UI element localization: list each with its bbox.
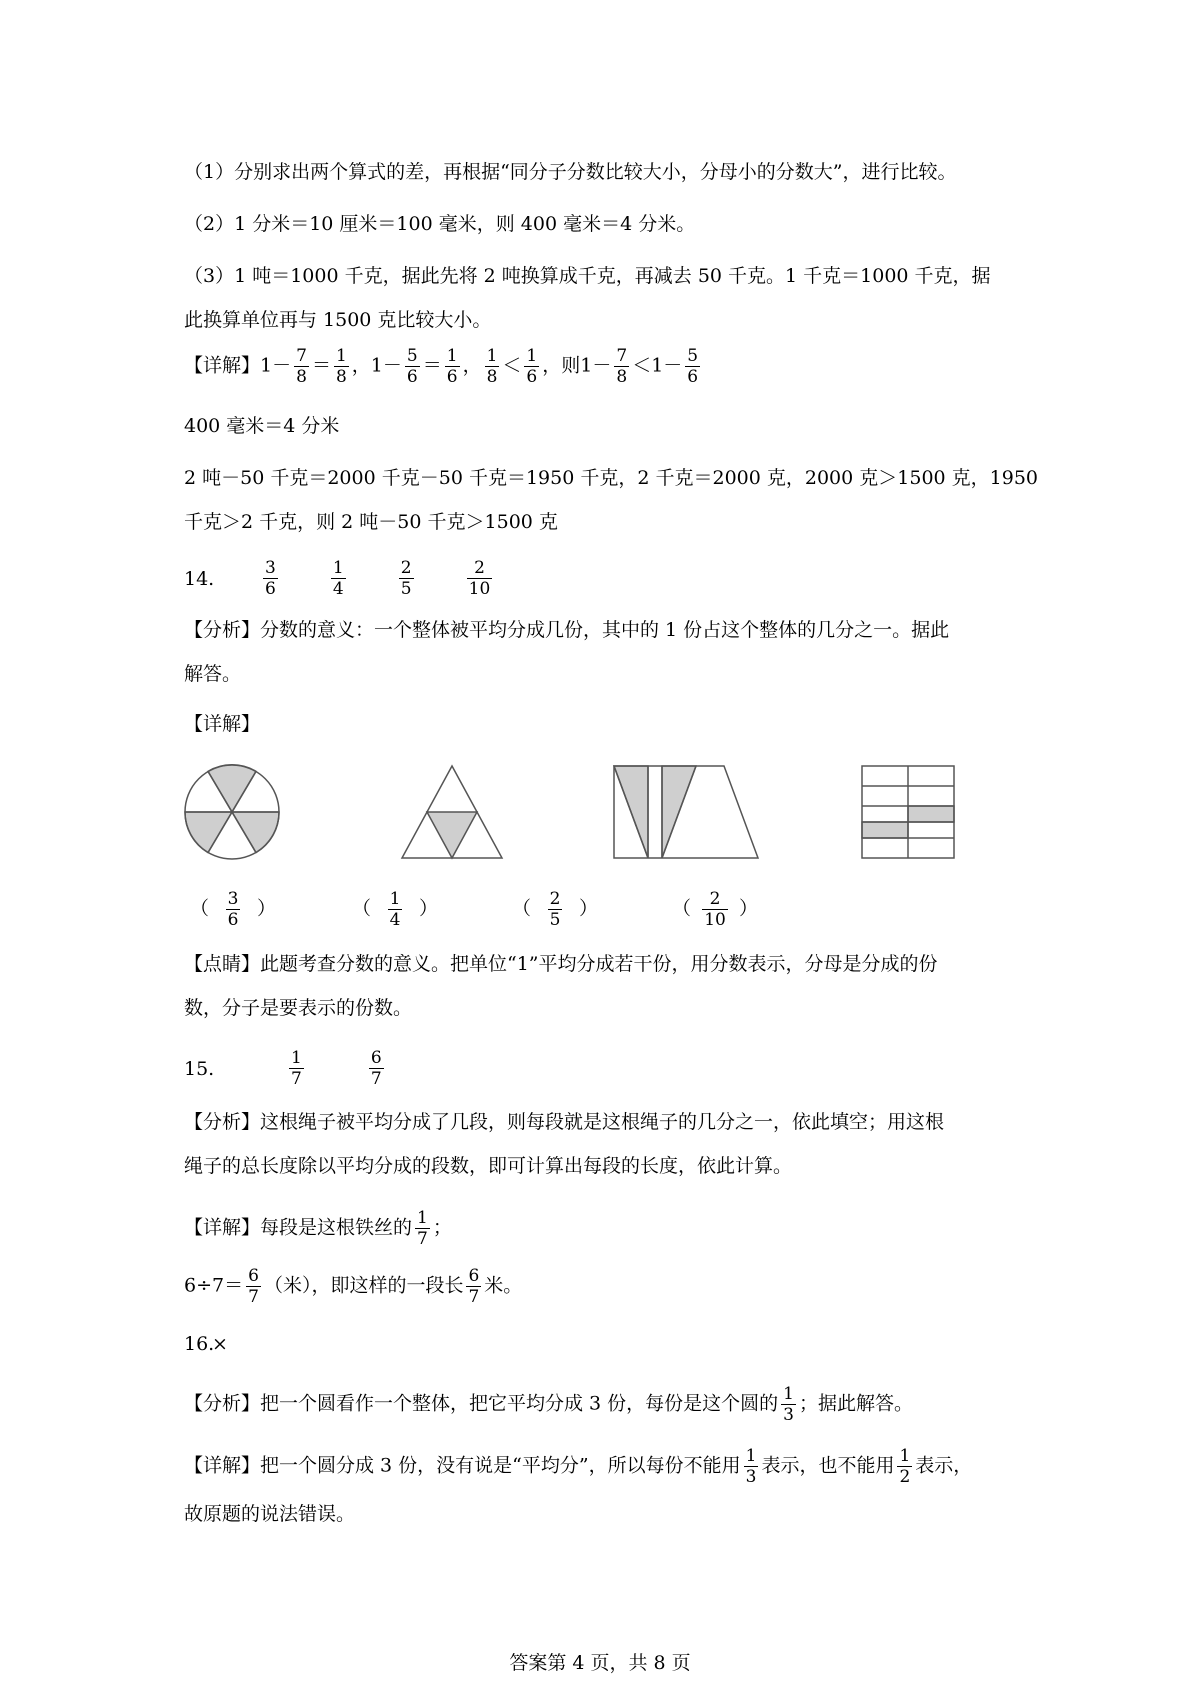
fraction: $\frac{1}{8}$: [335, 346, 347, 387]
page-footer: 答案第 4 页，共 8 页: [509, 1652, 691, 1674]
detail-16-line-2: 故原题的说法错误。: [184, 1503, 356, 1525]
expr-text: ＝: [311, 354, 331, 377]
detail-15-line-2: 6÷7＝ $\frac{6}{7}$ （米），即这样的一段长 $\frac{6}{7}$ 米。: [184, 1266, 523, 1307]
fraction: $\frac{1}{6}$: [526, 346, 538, 387]
question-14-answers: [184, 558, 495, 599]
question-number: 14.: [184, 567, 215, 590]
detail-13-line-3: 2 吨－50 千克＝2000 千克－50 千克＝1950 千克，2 千克＝2000 克，2000 克＞1500 克，1950: [184, 467, 1039, 489]
answer-fraction: $\frac{2}{5}$: [400, 558, 412, 599]
explanation-line-4: 此换算单位再与 1500 克比较大小。: [184, 309, 492, 331]
analysis-14-line-1: 【分析】分数的意义：一个整体被平均分成几份，其中的 1 份占这个整体的几分之一。据此: [184, 619, 950, 641]
expr-text: ，: [351, 354, 371, 377]
triangle-figure: [400, 764, 504, 864]
answer-fraction: $\frac{1}{7}$: [291, 1048, 302, 1089]
fraction: $\frac{7}{8}$: [616, 346, 628, 387]
grid-rectangle-figure: [860, 764, 956, 864]
detail-13-line-2: 400 毫米＝4 分米: [184, 415, 340, 437]
detail-16-line-1: 【详解】把一个圆分成 3 份，没有说是“平均分”，所以每份不能用 $\frac{1}{3}$ 表示，也不能用 $\frac{1}{2}$ 表示，: [184, 1446, 973, 1487]
answer-fraction: $\frac{3}{6}$: [265, 558, 276, 599]
explanation-line-1: （1）分别求出两个算式的差，再根据“同分子分数比较大小，分母小的分数大”，进行比较。: [184, 161, 957, 183]
fraction: $\frac{1}{6}$: [446, 346, 458, 387]
question-number: 16.: [184, 1333, 215, 1355]
expr-text: ＜: [632, 354, 652, 377]
expr-text: ，: [462, 354, 482, 377]
explanation-line-2: （2）1 分米＝10 厘米＝100 毫米，则 400 毫米＝4 分米。: [184, 213, 696, 235]
figure-answer-3: （ $\frac{2}{5}$ ）: [512, 889, 599, 930]
fraction: $\frac{1}{8}$: [486, 346, 498, 387]
fraction: $\frac{7}{8}$: [296, 346, 307, 387]
expr-text: ＝: [422, 354, 442, 377]
detail-13-line: [184, 346, 703, 387]
detail-label: 【详解】: [184, 354, 261, 377]
circle-figure: [184, 764, 280, 860]
answer-fraction: $\frac{6}{7}$: [370, 1048, 382, 1089]
expr-text: 1－: [370, 354, 402, 377]
expr-text: 1－: [580, 354, 612, 377]
comment-14-line-2: 数，分子是要表示的份数。: [184, 997, 413, 1019]
explanation-line-3: （3）1 吨＝1000 千克，据此先将 2 吨换算成千克，再减去 50 千克。1 千克＝1000 千克，据: [184, 265, 991, 287]
detail-15-line-1: 【详解】每段是这根铁丝的 $\frac{1}{7}$ ；: [184, 1208, 452, 1249]
analysis-15-line-1: 【分析】这根绳子被平均分成了几段，则每段就是这根绳子的几分之一，依此填空；用这根: [184, 1111, 945, 1133]
analysis-15-line-2: 绳子的总长度除以平均分成的段数，即可计算出每段的长度，依此计算。: [184, 1155, 793, 1177]
question-16-answer: [184, 1330, 228, 1358]
question-number: 15.: [184, 1057, 215, 1080]
fraction: $\frac{5}{6}$: [406, 346, 418, 387]
answer-fraction: $\frac{1}{4}$: [332, 558, 344, 599]
figure-answer-4: （ $\frac{2}{10}$ ）: [672, 889, 759, 930]
figure-answer-2: （ $\frac{1}{4}$ ）: [352, 889, 439, 930]
question-15-answers: [184, 1048, 387, 1089]
answer-mark: ×: [212, 1333, 228, 1355]
analysis-16-line: 【分析】把一个圆看作一个整体，把它平均分成 3 份，每份是这个圆的 $\frac{1}{3}$ ；据此解答。: [184, 1384, 914, 1425]
analysis-14-line-2: 解答。: [184, 663, 242, 685]
expr-text: 1－: [651, 354, 683, 377]
figure-answer-1: （ $\frac{3}{6}$ ）: [190, 889, 277, 930]
detail-13-line-4: 千克＞2 千克，则 2 吨－50 千克＞1500 克: [184, 511, 558, 533]
fraction: $\frac{5}{6}$: [687, 346, 699, 387]
comment-14-line-1: 【点睛】此题考查分数的意义。把单位“1”平均分成若干份，用分数表示，分母是分成的份: [184, 953, 938, 975]
expr-text: ＜: [502, 354, 522, 377]
parallelogram-figure: [612, 764, 760, 864]
expr-text: ，则: [542, 354, 581, 377]
answer-fraction: $\frac{2}{10}$: [468, 558, 491, 599]
expr-text: 1－: [260, 354, 292, 377]
detail-14-label: 【详解】: [184, 713, 261, 735]
